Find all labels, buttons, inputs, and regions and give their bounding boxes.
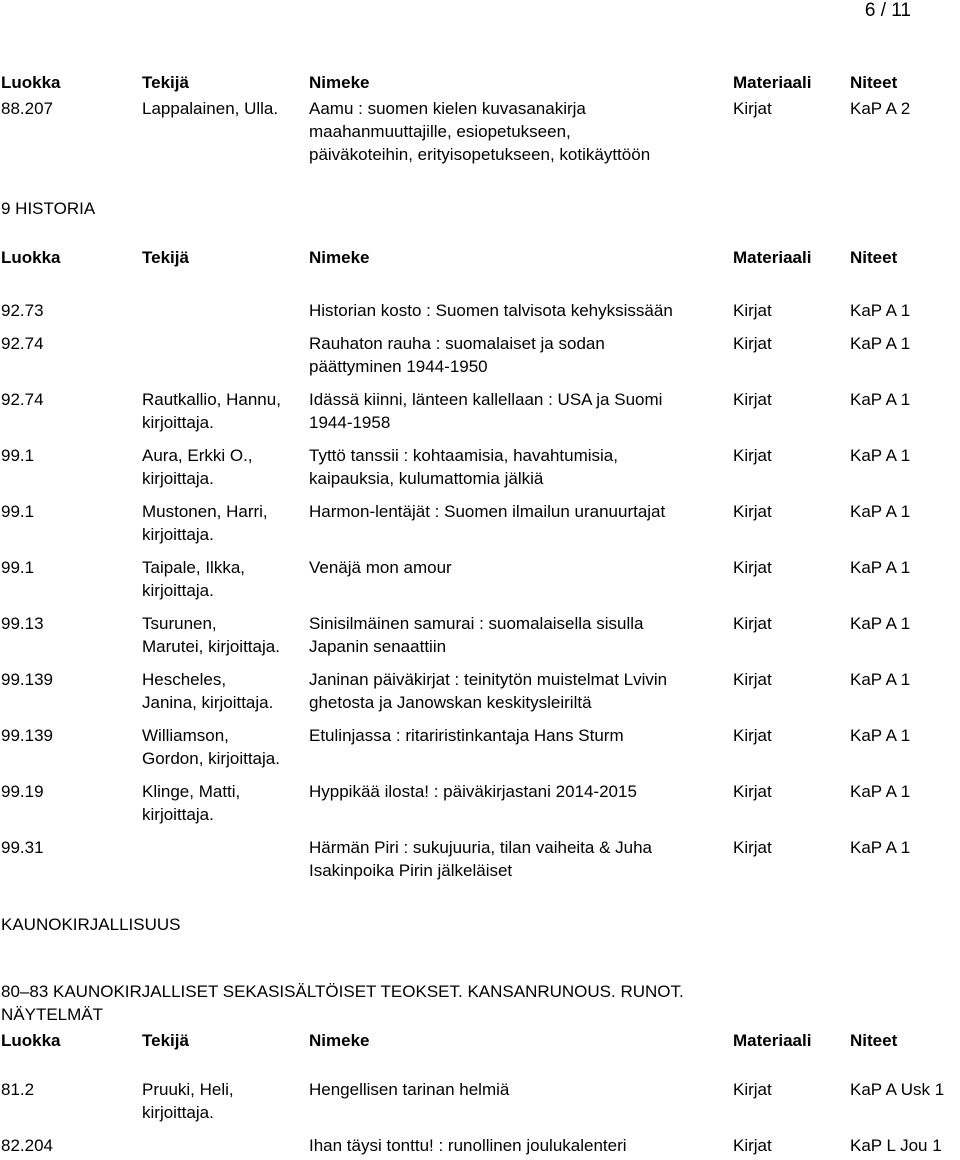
cell-tekija-line: Lappalainen, Ulla. <box>142 99 279 118</box>
cell-tekija <box>142 1078 310 1124</box>
cell-tekija-line: Williamson, <box>142 726 229 745</box>
cell-tekija-line: Aura, Erkki O., <box>142 446 253 465</box>
cell-tekija-line: kirjoittaja. <box>142 525 214 544</box>
cell-luokka: 92.74 <box>1 390 44 409</box>
cell-nimeke <box>309 612 729 658</box>
cell-materiaali: Kirjat <box>733 614 772 633</box>
section-heading-historia: 9 HISTORIA <box>1 199 96 218</box>
cell-luokka: 99.1 <box>1 558 35 577</box>
cell-nimeke <box>309 1134 729 1157</box>
cell-niteet: KaP A Usk 1 <box>850 1080 945 1099</box>
cell-nimeke-line: päättyminen 1944-1950 <box>309 357 488 376</box>
header-luokka: Luokka <box>1 73 61 92</box>
cell-materiaali: Kirjat <box>733 1136 772 1155</box>
cell-nimeke-line: kaipauksia, kulumattomia jälkiä <box>309 469 544 488</box>
cell-luokka: 99.13 <box>1 614 44 633</box>
cell-niteet: KaP A 2 <box>850 99 911 118</box>
cell-nimeke-line: Japanin senaattiin <box>309 637 447 656</box>
section-heading-line: NÄYTELMÄT <box>1 1005 104 1024</box>
cell-niteet: KaP A 1 <box>850 838 911 857</box>
cell-nimeke-line: ghetosta ja Janowskan keskitysleiriltä <box>309 693 592 712</box>
cell-nimeke-line: Idässä kiinni, länteen kallellaan : USA ja Suomi <box>309 390 663 409</box>
cell-tekija-line: Rautkallio, Hannu, <box>142 390 281 409</box>
cell-nimeke <box>309 299 729 322</box>
cell-nimeke-line: Sinisilmäinen samurai : suomalaisella sisulla <box>309 614 644 633</box>
header-niteet: Niteet <box>850 248 898 267</box>
cell-luokka: 99.1 <box>1 446 35 465</box>
cell-niteet: KaP A 1 <box>850 390 911 409</box>
cell-nimeke-line: maahanmuuttajille, esiopetukseen, <box>309 122 571 141</box>
cell-materiaali: Kirjat <box>733 1080 772 1099</box>
cell-tekija <box>142 500 310 546</box>
cell-tekija <box>142 724 310 770</box>
header-tekija: Tekijä <box>142 1031 189 1050</box>
cell-tekija-line: Janina, kirjoittaja. <box>142 693 274 712</box>
cell-materiaali: Kirjat <box>733 446 772 465</box>
cell-niteet: KaP A 1 <box>850 446 911 465</box>
header-materiaali: Materiaali <box>733 248 812 267</box>
cell-nimeke <box>309 780 729 803</box>
cell-nimeke <box>309 556 729 579</box>
cell-tekija-line: kirjoittaja. <box>142 581 214 600</box>
cell-nimeke <box>309 388 729 434</box>
cell-materiaali: Kirjat <box>733 334 772 353</box>
cell-tekija <box>142 668 310 714</box>
header-niteet: Niteet <box>850 1031 898 1050</box>
cell-luokka: 92.74 <box>1 334 44 353</box>
cell-nimeke-line: Hyppikää ilosta! : päiväkirjastani 2014-2015 <box>309 782 637 801</box>
cell-nimeke <box>309 332 729 378</box>
cell-luokka: 82.204 <box>1 1136 53 1155</box>
cell-luokka: 92.73 <box>1 301 44 320</box>
cell-materiaali: Kirjat <box>733 99 772 118</box>
cell-tekija-line: Hescheles, <box>142 670 227 689</box>
cell-materiaali: Kirjat <box>733 301 772 320</box>
cell-nimeke <box>309 97 729 166</box>
cell-tekija <box>142 612 310 658</box>
cell-nimeke-line: Hengellisen tarinan helmiä <box>309 1080 510 1099</box>
cell-tekija-line: Klinge, Matti, <box>142 782 241 801</box>
header-luokka: Luokka <box>1 1031 61 1050</box>
cell-niteet: KaP A 1 <box>850 726 911 745</box>
header-nimeke: Nimeke <box>309 248 370 267</box>
header-materiaali: Materiaali <box>733 1031 812 1050</box>
page-number: 6 / 11 <box>864 0 911 21</box>
section-heading-line: 80–83 KAUNOKIRJALLISET SEKASISÄLTÖISET TEOKSET. KANSANRUNOUS. RUNOT. <box>1 982 684 1001</box>
cell-nimeke <box>309 668 729 714</box>
cell-nimeke-line: Aamu : suomen kielen kuvasanakirja <box>309 99 586 118</box>
cell-tekija-line: Pruuki, Heli, <box>142 1080 234 1099</box>
cell-tekija-line: Tsurunen, <box>142 614 217 633</box>
cell-tekija-line: kirjoittaja. <box>142 413 214 432</box>
cell-luokka: 99.19 <box>1 782 44 801</box>
cell-tekija-line: kirjoittaja. <box>142 1103 214 1122</box>
cell-nimeke <box>309 500 729 523</box>
cell-luokka: 99.139 <box>1 726 53 745</box>
cell-materiaali: Kirjat <box>733 670 772 689</box>
cell-nimeke-line: Ihan täysi tonttu! : runollinen joulukalenteri <box>309 1136 627 1155</box>
header-nimeke: Nimeke <box>309 1031 370 1050</box>
header-materiaali: Materiaali <box>733 73 812 92</box>
cell-nimeke <box>309 724 729 747</box>
header-luokka: Luokka <box>1 248 61 267</box>
cell-nimeke <box>309 1078 729 1101</box>
cell-nimeke-line: Etulinjassa : ritariristinkantaja Hans Sturm <box>309 726 624 745</box>
cell-tekija-line: Marutei, kirjoittaja. <box>142 637 280 656</box>
cell-niteet: KaP A 1 <box>850 782 911 801</box>
cell-niteet: KaP L Jou 1 <box>850 1136 942 1155</box>
cell-nimeke <box>309 444 729 490</box>
cell-nimeke-line: Isakinpoika Pirin jälkeläiset <box>309 861 513 880</box>
cell-niteet: KaP A 1 <box>850 301 911 320</box>
cell-tekija-line: Gordon, kirjoittaja. <box>142 749 280 768</box>
cell-tekija-line: Taipale, Ilkka, <box>142 558 245 577</box>
cell-nimeke-line: Tyttö tanssii : kohtaamisia, havahtumisia, <box>309 446 618 465</box>
cell-nimeke-line: Janinan päiväkirjat : teinitytön muistelmat Lvivin <box>309 670 668 689</box>
cell-tekija <box>142 780 310 826</box>
cell-luokka: 99.139 <box>1 670 53 689</box>
cell-tekija <box>142 388 310 434</box>
cell-materiaali: Kirjat <box>733 558 772 577</box>
cell-luokka: 99.31 <box>1 838 44 857</box>
cell-tekija <box>142 97 310 120</box>
cell-tekija-line: Mustonen, Harri, <box>142 502 268 521</box>
section-heading-kaunokirjallisuus: KAUNOKIRJALLISUUS <box>1 915 181 934</box>
section-heading-80-83 <box>1 980 684 1026</box>
cell-luokka: 99.1 <box>1 502 35 521</box>
header-tekija: Tekijä <box>142 73 189 92</box>
cell-materiaali: Kirjat <box>733 502 772 521</box>
cell-niteet: KaP A 1 <box>850 334 911 353</box>
cell-nimeke-line: Harmon-lentäjät : Suomen ilmailun uranuurtajat <box>309 502 666 521</box>
cell-niteet: KaP A 1 <box>850 502 911 521</box>
cell-materiaali: Kirjat <box>733 838 772 857</box>
cell-nimeke <box>309 836 729 882</box>
cell-nimeke-line: Venäjä mon amour <box>309 558 452 577</box>
cell-tekija-line: kirjoittaja. <box>142 469 214 488</box>
cell-materiaali: Kirjat <box>733 726 772 745</box>
cell-tekija <box>142 556 310 602</box>
header-tekija: Tekijä <box>142 248 189 267</box>
cell-luokka: 88.207 <box>1 99 53 118</box>
cell-nimeke-line: Historian kosto : Suomen talvisota kehyksissään <box>309 301 673 320</box>
cell-niteet: KaP A 1 <box>850 558 911 577</box>
cell-tekija-line: kirjoittaja. <box>142 805 214 824</box>
cell-materiaali: Kirjat <box>733 782 772 801</box>
cell-nimeke-line: 1944-1958 <box>309 413 391 432</box>
header-nimeke: Nimeke <box>309 73 370 92</box>
cell-nimeke-line: Rauhaton rauha : suomalaiset ja sodan <box>309 334 605 353</box>
cell-tekija <box>142 444 310 490</box>
header-niteet: Niteet <box>850 73 898 92</box>
cell-nimeke-line: päiväkoteihin, erityisopetukseen, kotikäyttöön <box>309 145 651 164</box>
cell-materiaali: Kirjat <box>733 390 772 409</box>
cell-niteet: KaP A 1 <box>850 670 911 689</box>
cell-luokka: 81.2 <box>1 1080 35 1099</box>
cell-nimeke-line: Härmän Piri : sukujuuria, tilan vaiheita & Juha <box>309 838 652 857</box>
cell-niteet: KaP A 1 <box>850 614 911 633</box>
